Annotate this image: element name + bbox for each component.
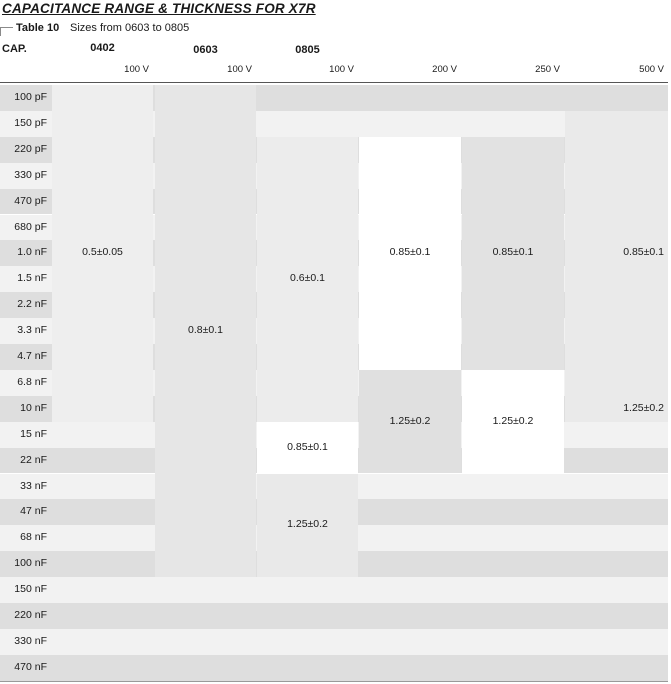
capacitance-label: 33 nF	[0, 474, 50, 500]
voltage-header: 250 V	[535, 64, 560, 75]
capacitance-label: 68 nF	[0, 525, 50, 551]
thickness-value: 1.25±0.2	[492, 414, 534, 427]
thickness-value: 0.85±0.1	[623, 246, 664, 259]
thickness-value: 0.8±0.1	[188, 324, 223, 337]
header-rule	[0, 82, 668, 83]
voltage-header: 200 V	[432, 64, 457, 75]
capacitance-label: 100 pF	[0, 85, 50, 111]
size-header: 0805	[295, 44, 320, 56]
capacitance-label: 100 nF	[0, 551, 50, 577]
size-header: 0402	[90, 42, 115, 54]
capacitance-label: 15 nF	[0, 422, 50, 448]
capacitance-label: 330 pF	[0, 163, 50, 189]
capacitance-label: 3.3 nF	[0, 318, 50, 344]
size-header: 0603	[193, 44, 218, 56]
caption-bracket	[0, 27, 13, 36]
voltage-header: 500 V	[639, 64, 664, 75]
footer-rule	[0, 681, 668, 682]
document-title: CAPACITANCE RANGE & THICKNESS FOR X7R	[2, 1, 316, 16]
table-label: Table 10	[16, 22, 60, 34]
voltage-header: 100 V	[329, 64, 354, 75]
capacitance-label: 4.7 nF	[0, 344, 50, 370]
capacitance-label: 470 pF	[0, 189, 50, 215]
row-background	[0, 629, 668, 655]
thickness-value: 1.25±0.2	[389, 414, 431, 427]
capacitance-label: 10 nF	[0, 396, 50, 422]
capacitance-label: 150 pF	[0, 111, 50, 137]
capacitance-label: 22 nF	[0, 448, 50, 474]
thickness-value: 0.85±0.1	[492, 246, 534, 259]
thickness-value: 0.85±0.1	[389, 246, 431, 259]
table-description: Sizes from 0603 to 0805	[70, 22, 190, 34]
capacitance-label: 220 pF	[0, 137, 50, 163]
row-background	[0, 655, 668, 681]
thickness-value: 0.85±0.1	[287, 440, 328, 453]
capacitance-label: 220 nF	[0, 603, 50, 629]
capacitance-label: 1.5 nF	[0, 266, 50, 292]
capacitance-label: 1.0 nF	[0, 240, 50, 266]
capacitance-label: 680 pF	[0, 215, 50, 241]
capacitance-label: 150 nF	[0, 577, 50, 603]
capacitance-label: 330 nF	[0, 629, 50, 655]
capacitance-label: 2.2 nF	[0, 292, 50, 318]
voltage-header: 100 V	[124, 64, 149, 75]
cap-column-header: CAP.	[2, 43, 27, 55]
capacitance-label: 470 nF	[0, 655, 50, 681]
thickness-value: 1.25±0.2	[623, 401, 664, 414]
row-background	[0, 577, 668, 603]
voltage-header: 100 V	[227, 64, 252, 75]
capacitance-label: 47 nF	[0, 499, 50, 525]
thickness-value: 0.6±0.1	[290, 272, 325, 285]
row-background	[0, 603, 668, 629]
thickness-value: 1.25±0.2	[287, 518, 328, 531]
capacitance-label: 6.8 nF	[0, 370, 50, 396]
thickness-value: 0.5±0.05	[82, 246, 123, 259]
